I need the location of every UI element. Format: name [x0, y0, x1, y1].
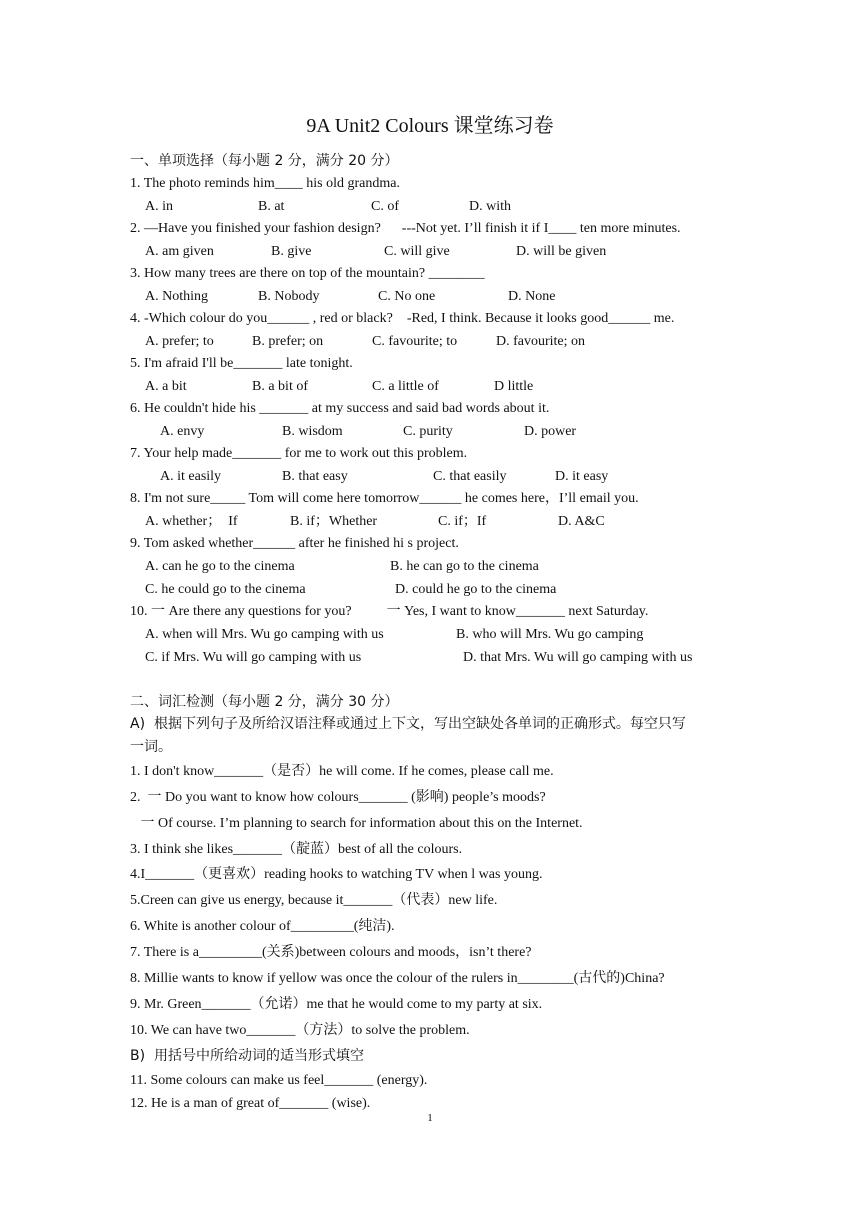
vocab-item-10: 10. We can have two_______（方法）to solve the problem.: [130, 1023, 470, 1038]
q5-option-c: C. a little of: [372, 379, 439, 394]
q2-option-d: D. will be given: [516, 244, 607, 259]
vocab-item-5: 5.Creen can give us energy, because it_______（代表）new life.: [130, 893, 498, 908]
page-title: 9A Unit2 Colours 课堂练习卷: [306, 115, 554, 137]
section2-part-a-instruction-line1: A) 根据下列句子及所给汉语注释或通过上下文，写出空缺处各单词的正确形式。每空只写: [130, 716, 686, 732]
q5-option-d: D little: [494, 379, 534, 394]
question-4-stem: 4. -Which colour do you______ , red or black? -Red, I think. Because it looks good______ me.: [130, 311, 675, 326]
question-7-stem: 7. Your help made_______ for me to work out this problem.: [130, 446, 468, 461]
question-5-stem: 5. I'm afraid I'll be_______ late tonight.: [130, 356, 353, 371]
q4-option-b: B. prefer; on: [252, 334, 324, 349]
q8-option-c: C. if；If: [438, 514, 487, 529]
q9-option-b: B. he can go to the cinema: [390, 559, 539, 574]
q5-option-a: A. a bit: [145, 379, 187, 394]
q1-option-a: A. in: [145, 199, 173, 214]
q9-option-a: A. can he go to the cinema: [145, 559, 295, 574]
q8-option-a: A. whether； If: [145, 514, 238, 529]
q7-option-a: A. it easily: [160, 469, 222, 484]
q4-option-d: D. favourite; on: [496, 334, 586, 349]
vocab-item-6: 6. White is another colour of_________(纯洁).: [130, 919, 395, 934]
question-10-stem: 10. 一 Are there any questions for you? 一 Yes, I want to know_______ next Saturday.: [130, 604, 649, 619]
q6-option-d: D. power: [524, 424, 577, 439]
q3-option-a: A. Nothing: [145, 289, 208, 304]
question-3-stem: 3. How many trees are there on top of the mountain? ________: [130, 266, 485, 281]
question-9-stem: 9. Tom asked whether______ after he finished hi s project.: [130, 536, 459, 551]
q5-option-b: B. a bit of: [252, 379, 308, 394]
q8-option-b: B. if；Whether: [290, 514, 378, 529]
q7-option-b: B. that easy: [282, 469, 348, 484]
q10-option-a: A. when will Mrs. Wu go camping with us: [145, 627, 384, 642]
q10-option-b: B. who will Mrs. Wu go camping: [456, 627, 644, 642]
q3-option-d: D. None: [508, 289, 556, 304]
question-1-stem: 1. The photo reminds him____ his old grandma.: [130, 176, 400, 191]
q1-option-d: D. with: [469, 199, 511, 214]
q6-option-b: B. wisdom: [282, 424, 343, 439]
question-8-stem: 8. I'm not sure_____ Tom will come here tomorrow______ he comes here，I’ll email you.: [130, 491, 639, 506]
q2-option-b: B. give: [271, 244, 312, 259]
vocab-item-2-reply: 一 Of course. I’m planning to search for information about this on the Internet.: [130, 816, 583, 831]
question-2-stem: 2. —Have you finished your fashion design? ---Not yet. I’ll finish it if I____ ten more minutes.: [130, 221, 681, 236]
q4-option-c: C. favourite; to: [372, 334, 458, 349]
q1-option-c: C. of: [371, 199, 399, 214]
vocab-item-4: 4.I_______（更喜欢）reading hooks to watching TV when l was young.: [130, 867, 543, 882]
q3-option-c: C. No one: [378, 289, 436, 304]
q2-option-c: C. will give: [384, 244, 450, 259]
q1-option-b: B. at: [258, 199, 285, 214]
q9-option-c: C. he could go to the cinema: [145, 582, 306, 597]
q7-option-d: D. it easy: [555, 469, 609, 484]
question-6-stem: 6. He couldn't hide his _______ at my success and said bad words about it.: [130, 401, 550, 416]
q7-option-c: C. that easily: [433, 469, 507, 484]
q6-option-a: A. envy: [160, 424, 205, 439]
verb-item-12: 12. He is a man of great of_______ (wise).: [130, 1096, 371, 1111]
section2-part-b-heading: B) 用括号中所给动词的适当形式填空: [130, 1048, 364, 1064]
vocab-item-8: 8. Millie wants to know if yellow was once the colour of the rulers in________(古代的)China?: [130, 971, 665, 986]
section1-heading: 一、单项选择（每小题 2 分，满分 20 分）: [130, 153, 399, 169]
q3-option-b: B. Nobody: [258, 289, 320, 304]
q8-option-d: D. A&C: [558, 514, 605, 529]
vocab-item-2: 2. 一 Do you want to know how colours_______ (影响) people’s moods?: [130, 790, 546, 805]
page-number: 1: [427, 1112, 433, 1124]
q6-option-c: C. purity: [403, 424, 453, 439]
vocab-item-9: 9. Mr. Green_______（允诺）me that he would come to my party at six.: [130, 997, 543, 1012]
vocab-item-1: 1. I don't know_______（是否）he will come. If he comes, please call me.: [130, 764, 554, 779]
section2-part-a-instruction-line2: 一词。: [130, 739, 172, 755]
q9-option-d: D. could he go to the cinema: [395, 582, 557, 597]
vocab-item-3: 3. I think she likes_______（靛蓝）best of all the colours.: [130, 842, 463, 857]
q10-option-c: C. if Mrs. Wu will go camping with us: [145, 650, 362, 665]
q4-option-a: A. prefer; to: [145, 334, 214, 349]
verb-item-11: 11. Some colours can make us feel_______ (energy).: [130, 1073, 428, 1088]
section2-heading: 二、词汇检测（每小题 2 分，满分 30 分）: [130, 694, 399, 710]
vocab-item-7: 7. There is a_________(关系)between colours and moods，isn’t there?: [130, 945, 532, 960]
q2-option-a: A. am given: [145, 244, 214, 259]
q10-option-d: D. that Mrs. Wu will go camping with us: [463, 650, 693, 665]
